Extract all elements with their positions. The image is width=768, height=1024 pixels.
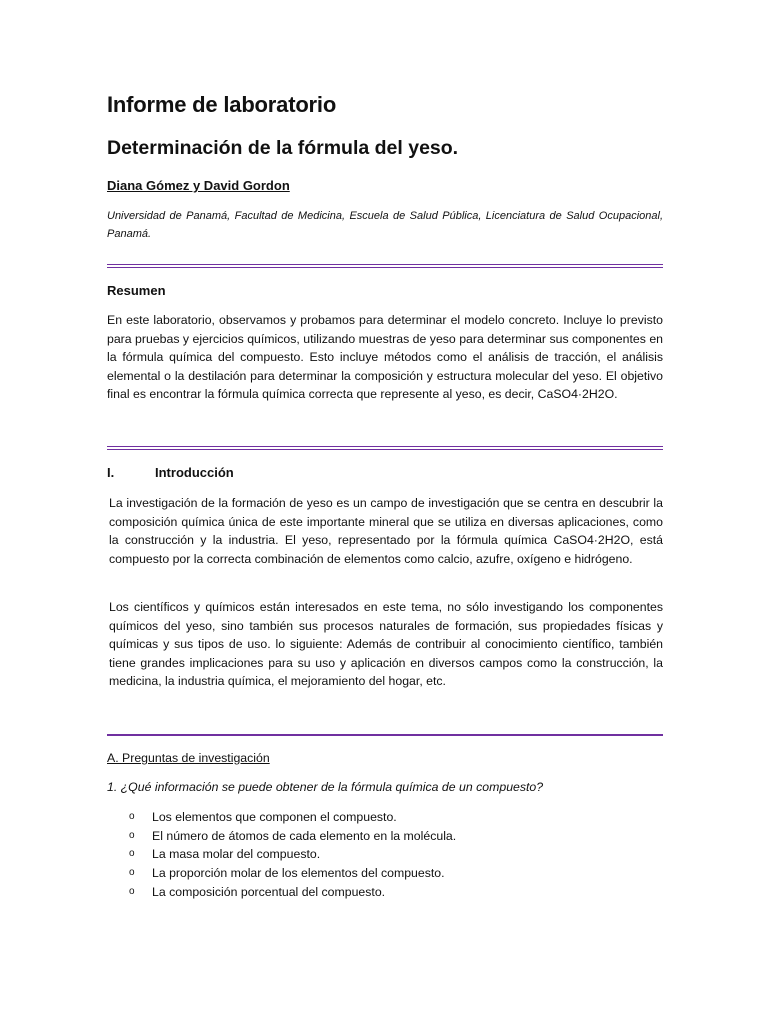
section-divider (107, 264, 663, 268)
research-question-1: 1. ¿Qué información se puede obtener de la fórmula química de un compuesto? (107, 780, 544, 794)
intro-heading-label: Introducción (155, 465, 234, 480)
intro-paragraph-2: Los científicos y químicos están interesados en este tema, no sólo investigando los componentes químicos del yeso, sino también sus procesos naturales de formación, sus propiedades físicas y químicas y sus tipos de uso. lo siguiente: Además de contribuir al conocimiento científico, también tiene grandes implicaciones para su uso y aplicación en diversos campos como la construcción, la medicina, la industria química, el mejoramiento del hogar, etc. (109, 600, 663, 689)
bullet-icon: o (129, 867, 135, 879)
research-questions-heading: A. Preguntas de investigación (107, 751, 270, 765)
list-item: o La composición porcentual del compuesto. (107, 883, 456, 902)
list-item: o Los elementos que componen el compuesto. (107, 808, 456, 827)
bullet-icon: o (129, 848, 135, 860)
intro-heading (107, 465, 234, 480)
section-divider (107, 734, 663, 736)
summary-heading: Resumen (107, 283, 166, 298)
list-item: o El número de átomos de cada elemento en la molécula. (107, 827, 456, 846)
list-item: o La proporción molar de los elementos del compuesto. (107, 864, 456, 883)
intro-number: I. (107, 465, 115, 480)
bullet-icon: o (129, 885, 135, 897)
affiliation: Universidad de Panamá, Facultad de Medicina, Escuela de Salud Pública, Licenciatura de Salud Ocupacional, Panamá. (107, 210, 663, 240)
summary-paragraph: En este laboratorio, observamos y probamos para determinar el modelo concreto. Incluye lo previsto para pruebas y ejercicios químicos, utilizando muestras de yeso para determinar sus componentes en la fórmula química del compuesto. Esto incluye métodos como el análisis de tracción, el análisis elemental o la destilación para determinar la composición y estructura molecular del yeso. El objetivo final es encontrar la fórmula química correcta que represente al yeso, es decir, CaSO4·2H2O. (107, 313, 663, 402)
list-item: o La masa molar del compuesto. (107, 845, 456, 864)
intro-paragraph-1: La investigación de la formación de yeso es un campo de investigación que se centra en descubrir la composición química única de este importante mineral que se utiliza en diversas aplicaciones, como la construcción y la industria. El yeso, representado por la fórmula química CaSO4·2H2O, está compuesto por la correcta combinación de elementos como calcio, azufre, oxígeno e hidrógeno. (109, 496, 663, 566)
answer-list (107, 808, 456, 901)
authors: Diana Gómez y David Gordon (107, 178, 290, 193)
report-title: Informe de laboratorio (107, 92, 337, 117)
section-divider (107, 446, 663, 450)
bullet-icon: o (129, 829, 135, 841)
bullet-icon: o (129, 811, 135, 822)
report-subtitle: Determinación de la fórmula del yeso. (107, 137, 459, 159)
